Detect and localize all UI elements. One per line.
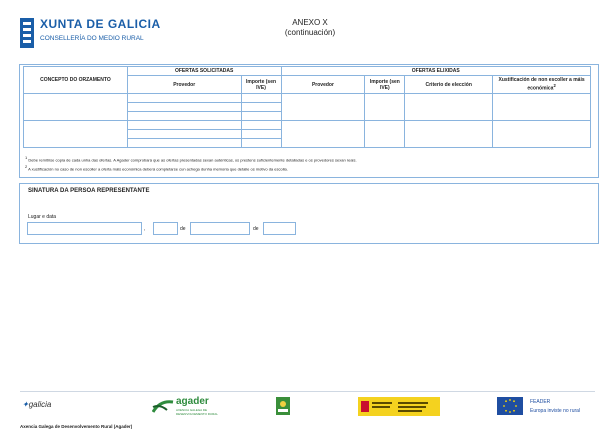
justification-cell-2[interactable] <box>493 121 591 148</box>
place-date-label: Lugar e data <box>28 214 57 220</box>
agency-footer-text: Axencia Galega de Desenvolvemento Rural (Agader) <box>20 424 133 429</box>
month-field[interactable] <box>190 222 250 235</box>
provider-cell[interactable] <box>127 121 241 130</box>
chosen-provider-cell-1[interactable] <box>281 94 365 121</box>
agader-mark-icon <box>152 398 174 414</box>
amount-cell[interactable] <box>241 94 281 103</box>
col-criteria: Criterio de elección <box>405 76 493 94</box>
provider-cell[interactable] <box>127 103 241 112</box>
footer-divider <box>20 391 595 392</box>
org-subtitle: CONSELLERÍA DO MEDIO RURAL <box>40 35 144 42</box>
signature-title: SINATURA DA PERSOA REPRESENTANTE <box>28 188 150 194</box>
feader-label: FEADER Europa inviste no rural <box>530 399 581 414</box>
col-concept: CONCEPTO DO ORZAMENTO <box>24 67 128 94</box>
day-field[interactable] <box>153 222 178 235</box>
footnote-2: $^2$ A xustificación no caso de non escoller a oferta máis económica deberá completarse cun achega dunha memoria que detalle os motivo da escolla. <box>25 164 288 172</box>
amount-cell[interactable] <box>241 103 281 112</box>
concept-cell-2[interactable] <box>24 121 128 148</box>
col-amount: Importe (sen IVE) <box>241 76 281 94</box>
xunta-shield-logo <box>20 18 34 48</box>
comma-separator: , <box>144 226 146 232</box>
footnotes <box>25 154 357 173</box>
criteria-cell-2[interactable] <box>405 121 493 148</box>
de-label-2: de <box>253 226 259 232</box>
footnote-1: $^1$ Debe remitirse copia de cada unha das ofertas. A Agader comprobará que as ofertas presentadas sexan auténticas, os prestens suficientemente detalladas e os provedores sexan reais. <box>25 155 357 163</box>
provider-cell[interactable] <box>127 139 241 148</box>
justification-cell-1[interactable] <box>493 94 591 121</box>
provider-cell[interactable] <box>127 112 241 121</box>
place-field[interactable] <box>27 222 142 235</box>
col-amount-chosen: Importe (sen IVE) <box>365 76 405 94</box>
group-chosen: OFERTAS ELIXIDAS <box>281 67 590 76</box>
provider-cell[interactable] <box>127 130 241 139</box>
de-label-1: de <box>180 226 186 232</box>
annex-subtitle: (continuación) <box>284 28 336 37</box>
amount-cell[interactable] <box>241 139 281 148</box>
offers-table <box>23 66 591 148</box>
chosen-amount-cell-1[interactable] <box>365 94 405 121</box>
amount-cell[interactable] <box>241 112 281 121</box>
ministry-logo <box>358 397 440 416</box>
criteria-cell-1[interactable] <box>405 94 493 121</box>
annex-title: ANEXO X <box>292 18 328 27</box>
amount-cell[interactable] <box>241 121 281 130</box>
chosen-amount-cell-2[interactable] <box>365 121 405 148</box>
col-justification: Xustificación de non escoller a máis económica$^2$ <box>493 76 591 94</box>
galicia-logo: ✦galicia <box>22 400 52 409</box>
year-field[interactable] <box>263 222 296 235</box>
concept-cell-1[interactable] <box>24 94 128 121</box>
amount-cell[interactable] <box>241 130 281 139</box>
eu-flag-icon <box>497 397 523 415</box>
col-provider: Provedor <box>127 76 241 94</box>
group-requested: OFERTAS SOLICITADAS <box>127 67 281 76</box>
agader-logo: agader AXENCIA GALEGA DE DESENVOLVEMENTO RURAL <box>152 396 218 416</box>
provider-cell[interactable] <box>127 94 241 103</box>
leader-logo <box>276 397 290 415</box>
org-title: XUNTA DE GALICIA <box>40 17 161 31</box>
annex-heading <box>250 18 370 38</box>
chosen-provider-cell-2[interactable] <box>281 121 365 148</box>
col-provider-chosen: Provedor <box>281 76 365 94</box>
